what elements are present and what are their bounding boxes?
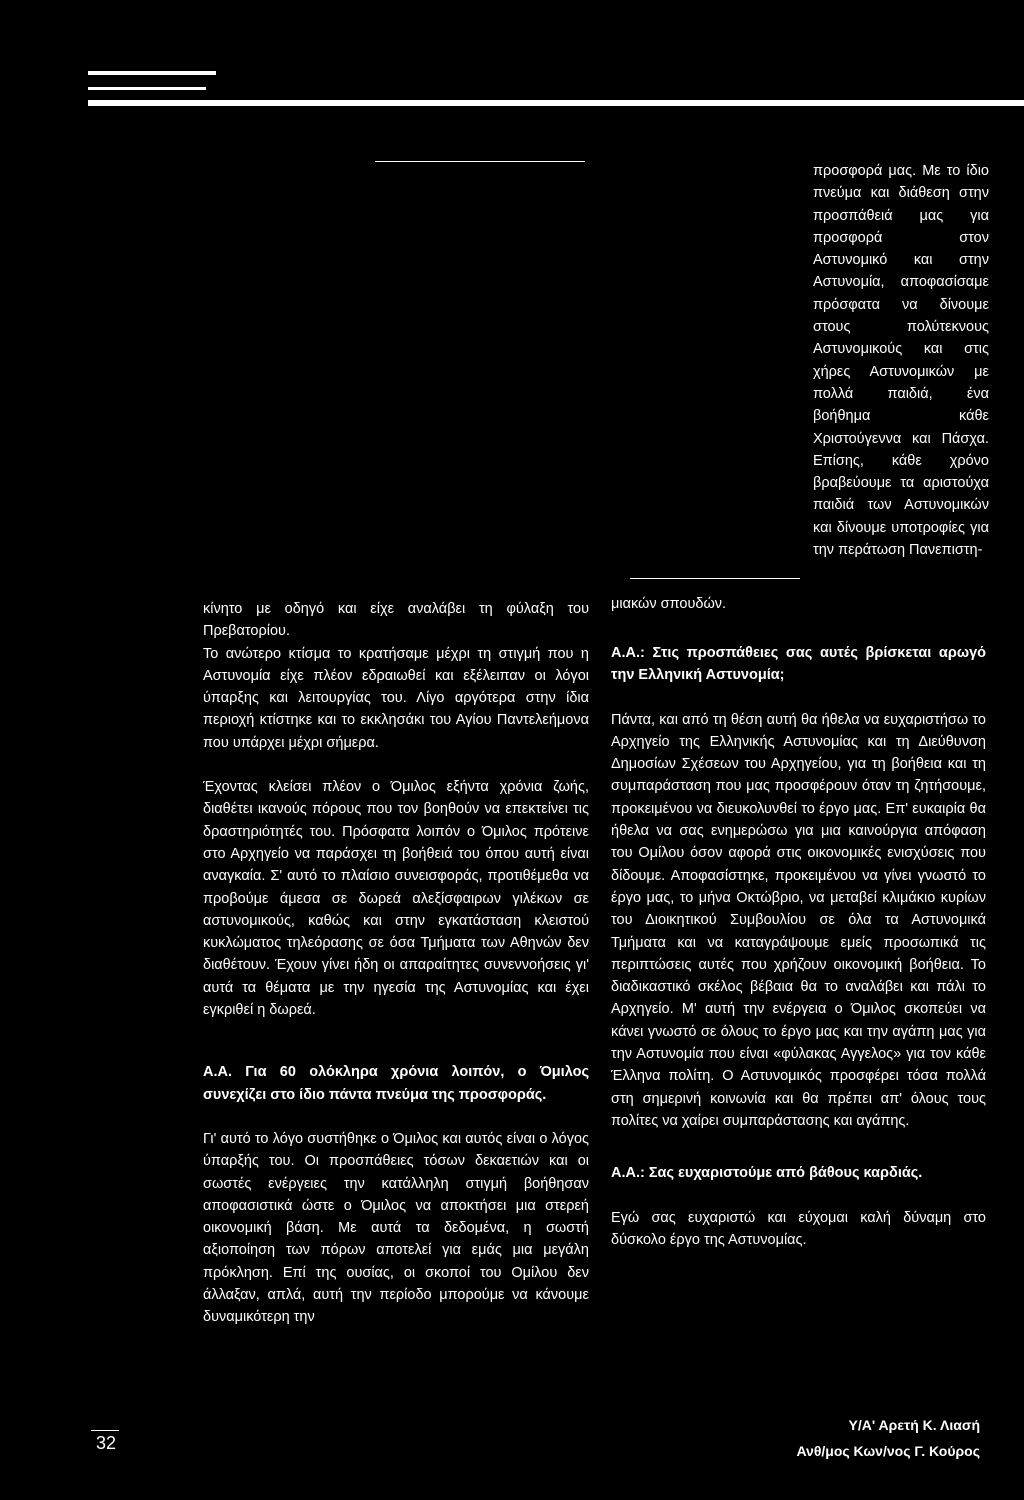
signature-block xyxy=(796,1412,980,1464)
interview-question-3: Α.Α.: Σας ευχαριστούμε από βάθους καρδιάς. xyxy=(611,1165,923,1182)
left-paragraph-1: κίνητο με οδηγό και είχε αναλάβει τη φύλαξη του Πρεβατορίου. xyxy=(203,601,589,640)
photo-frame-line xyxy=(375,161,585,162)
right-paragraph-5: Πάντα, και από τη θέση αυτή θα ήθελα να ευχαριστήσω το Αρχηγείο της Ελληνικής Αστυνομίας και τη Διεύθυνση Δημοσίων Σχέσεων του Αρχηγείου, για τη βοήθεια και τη συμπαράσταση που μας προσφέρουν όταν τη ζητήσουμε, προκειμένου να διευκολυνθεί το έργο μας. Επ' ευκαιρία θα ήθελα να σας ενημερώσω για μια καινούργια απόφαση του Ομίλου όσον αφορά στις οικονομικές ενισχύσεις που δίδουμε. Αποφασίστηκε, προκειμένου να γίνει γνωστό το έργο μας, το μήνα Οκτώβριο, να μεταβεί κλιμάκιο κυρίων του Διοικητικού Συμβουλίου σε όλα τα Αστυνομικά Τμήματα και να καταγράψουμε εμείς προσωπικά τις περιπτώσεις αυτές που χρήζουν οικονομική βοήθεια. Το διαδικαστικό σκέλος βέβαια θα το αναλάβει και πάλι το Αρχηγείο. Μ' αυτή την ενέργεια ο Όμιλος σκοπεύει να κάνει γνωστό σε όλους το έργο μας και την αγάπη μας για την Αστυνομία που είναι «φύλακας Αγγελος» για τον κάθε Έλληνα πολίτη. Ο Αστυνομικός προσφέρει τόσα πολλά στη σημερινή κοινωνία και θα πρέπει απ' όλους τους πολίτες να χαίρει συμπαράστασης και αγάπης. xyxy=(611,711,986,1129)
interview-question-1: Α.Α. Για 60 ολόκληρα χρόνια λοιπόν, ο Όμιλος συνεχίζει στο ίδιο πάντα πνεύμα της προσφοράς. xyxy=(203,1064,589,1103)
right-continuation-text: μιακών σπουδών. xyxy=(611,596,727,612)
right-continuation xyxy=(611,593,811,615)
left-column xyxy=(203,598,589,1329)
header-bar-top xyxy=(88,71,216,75)
signature-line-2: Ανθ/μος Κων/νος Γ. Κούρος xyxy=(796,1443,980,1459)
left-paragraph-4: Γι' αυτό το λόγο συστήθηκε ο Όμιλος και αυτός είναι ο λόγος ύπαρξής του. Οι προσπάθειες τόσων δεκαετιών και οι σωστές ενέργειες την κατάλληλη στιγμή βοήθησαν αποφασιστικά ώστε ο Όμιλος να αποκτήσει μια στερεή οικονομική βάση. Με αυτά τα δεδομένα, η σωστή αξιοποίηση των πόρων αποτελεί για εμάς μια μεγάλη πρόκληση. Επί της ουσίας, οι σκοποί του Ομίλου δεν άλλαξαν, απλά, αυτή την περίοδο μπορούμε να κάνουμε δυναμικότερη την xyxy=(203,1130,589,1326)
header-bar-mid xyxy=(88,87,206,90)
right-top-column xyxy=(813,160,989,561)
page-number: 32 xyxy=(96,1433,117,1453)
page-number-rule xyxy=(91,1430,119,1431)
left-paragraph-2: Το ανώτερο κτίσμα το κρατήσαμε μέχρι τη στιγμή που η Αστυνομία είχε πλέον εδραιωθεί και εξέλειπαν οι λόγοι ύπαρξης και λειτουργίας του. Λίγο αργότερα στην ίδια περιοχή κτίστηκε και το εκκλησάκι του Αγίου Παντελεήμονα που υπάρχει μέχρι σήμερα. xyxy=(203,645,589,751)
interview-question-2: Α.Α.: Στις προσπάθειες σας αυτές βρίσκεται αρωγό την Ελληνική Αστυνομία; xyxy=(611,645,986,684)
signature-line-1: Υ/Α' Αρετή Κ. Λιασή xyxy=(848,1417,980,1433)
photo-frame-line-right xyxy=(630,578,800,579)
header-bar-long xyxy=(88,100,1024,106)
right-top-paragraph: προσφορά μας. Με το ίδιο πνεύμα και διάθεση στην προσπάθειά μας για προσφορά στον Αστυνομικό και στην Αστυνομία, αποφασίσαμε πρόσφατα να δίνουμε στους πολύτεκνους Αστυνομικούς και στις χήρες Αστυνομικών με πολλά παιδιά, ένα βοήθημα κάθε Χριστούγεννα και Πάσχα. Επίσης, κάθε χρόνο βραβεύουμε τα αριστούχα παιδιά των Αστυνομικών και δίνουμε υποτροφίες για την περάτωση Πανεπιστη- xyxy=(813,163,989,559)
right-column xyxy=(611,642,986,1251)
left-paragraph-3: Έχοντας κλείσει πλέον ο Όμιλος εξήντα χρόνια ζωής, διαθέτει ικανούς πόρους που τον βοηθούν να επεκτείνει τις δραστηριότητές του. Πρόσφατα λοιπόν ο Όμιλος πρότεινε στο Αρχηγείο να παράσχει τη βοήθειά του όπου αυτή είναι αναγκαία. Σ' αυτό το πλαίσιο συνεισφοράς, προτιθέμεθα να προβούμε άμεσα σε δωρεά αλεξίσφαιρων γιλέκων σε αστυνομικούς, καθώς και στην εγκατάσταση κλειστού κυκλώματος τηλεόρασης σε όσα Τμήματα των Αθηνών δεν διαθέτουν. Έχουν γίνει ήδη οι απαραίτητες συνεννοήσεις γι' αυτά τα θέματα με την ηγεσία της Αστυνομίας και έχει εγκριθεί η δωρεά. xyxy=(203,779,589,1019)
right-paragraph-6: Εγώ σας ευχαριστώ και εύχομαι καλή δύναμη στο δύσκολο έργο της Αστυνομίας. xyxy=(611,1209,986,1248)
